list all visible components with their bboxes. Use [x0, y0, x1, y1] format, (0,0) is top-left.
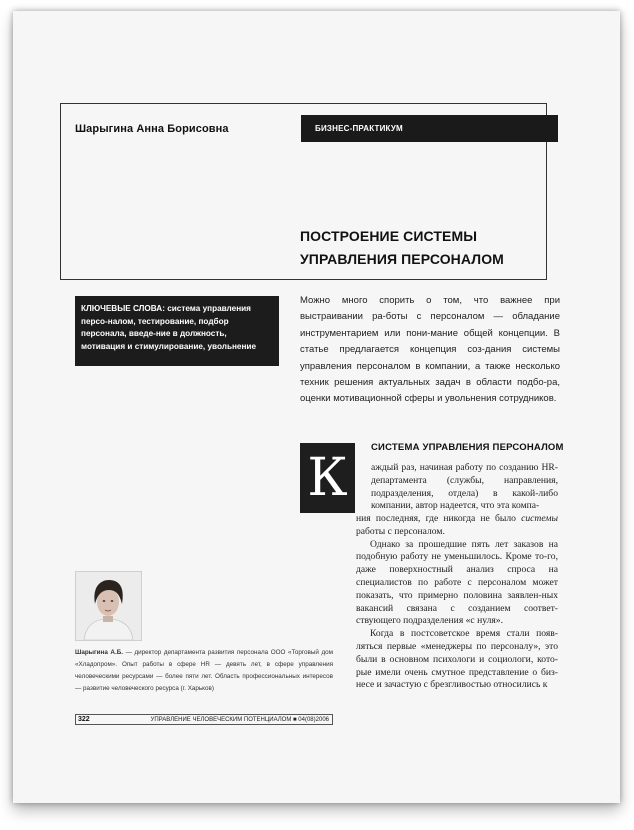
drop-cap: К: [300, 443, 355, 513]
bio-text: — директор департамента развития персонала ООО «Торговый дом «Хладопром». Опыт работы в сфере HR — девять лет, в сфере управления человеческими ресурсами — более пяти лет. Область профессиональных интересов — развитие человеческого ресурса (г. Харьков): [75, 649, 333, 692]
section-tag: БИЗНЕС-ПРАКТИКУМ: [301, 115, 558, 142]
keywords-box: КЛЮЧЕВЫЕ СЛОВА: система управления персо-налом, тестирование, подбор персонала, введе-ние в должность, мотивация и стимулирование, увольнение: [75, 296, 279, 366]
journal-name: УПРАВЛЕНИЕ ЧЕЛОВЕЧЕСКИМ ПОТЕНЦИАЛОМ ■ 04(08)2006: [150, 717, 329, 723]
body-paragraph-2: Однако за прошедшие пять лет заказов на подобную работу не уменьшилось. Кроме то-го, даже поверхностный анализ спроса на специалистов по работе с персоналом может показать, что примерно половина заявлен-ных вакансий связана с созданием соответ-ствующего подразделения «с нуля».: [356, 538, 558, 627]
headline-line-1: ПОСТРОЕНИЕ СИСТЕМЫ: [300, 228, 478, 244]
article-headline: [300, 225, 504, 271]
author-bio: [75, 647, 333, 695]
headline-line-2: УПРАВЛЕНИЯ ПЕРСОНАЛОМ: [300, 251, 504, 267]
section-heading: СИСТЕМА УПРАВЛЕНИЯ ПЕРСОНАЛОМ: [371, 442, 564, 453]
page-footer: [75, 714, 333, 725]
body-first-lines: аждый раз, начиная работу по созданию HR-департамента (службы, направления, подразделения, отдела) в какой-либо компании, автор надеется, что эта компа-: [371, 462, 558, 512]
body-text-span: ния последняя, где никогда не было: [356, 513, 522, 524]
lead-paragraph: Можно много спорить о том, что важнее при выстраивании ра-боты с персоналом — обладание инструментарием или пони-мание общей концепции. В статье предлагается концепция соз-дания системы управления персоналом в компании, а также несколько техник решения актуальных задач в области подбо-ра, оценки мотивационной сферы и увольнения сотрудников.: [300, 295, 560, 405]
body-emphasis: системы: [521, 513, 558, 524]
author-photo: [75, 571, 142, 641]
page-number: 322: [78, 716, 90, 723]
bio-name: Шарыгина А.Б.: [75, 649, 123, 656]
body-column: [356, 513, 558, 692]
body-paragraph-1-end: [356, 513, 558, 539]
body-paragraph-3: Когда в постсоветское время стали появ-ляться первые «менеджеры по персоналу», это были в основном психологи и социологи, кото-рые имели очень смутное представление о биз-несе и зачастую с брезгливостью относились к: [356, 628, 558, 691]
body-text-span: работы с персоналом.: [356, 525, 445, 537]
portrait-image: [76, 572, 141, 640]
author-name: Шарыгина Анна Борисовна: [75, 123, 229, 135]
